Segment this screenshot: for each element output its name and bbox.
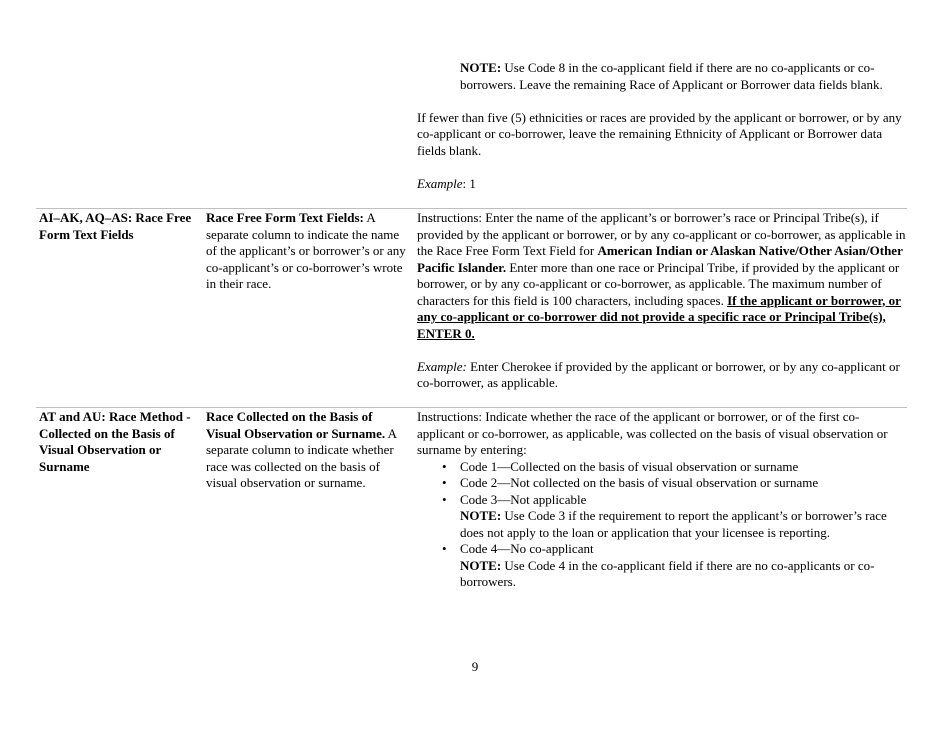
fewer-than-five-paragraph: If fewer than five (5) ethnicities or races are provided by the applicant or borrower, or by any co-applicant or co-borrower, leave the remaining Ethnicity of Applicant or Borrower data fields blank.: [417, 109, 902, 158]
field-instructions: [417, 210, 907, 392]
instructions-text: Instructions: Enter the name of the applicant’s or borrower’s race or Principal Tribe(s), if provided by the applicant or borrower, or by any co-applicant or co-borrower, as applicable in the Race Free Form Text Field for American Indian or Alaskan Native/Other Asian/Other Pacific Islander. Enter more than one race or Principal Tribe, if provided by the applicant or borrower, or by any co-applicant or co-borrower, as applicable. The maximum number of characters for this field is 100 characters, including spaces. If the applicant or borrower, or any co-applicant or co-borrower did not provide a specific race or Principal Tribe(s), ENTER 0.: [417, 210, 906, 341]
list-item: • Code 2—Not collected on the basis of visual observation or surname: [460, 475, 907, 492]
instructions-text: Instructions: Indicate whether the race of the applicant or borrower, or of the first co-applicant or co-borrower, as applicable, was collected on the basis of visual observation or surname by entering:: [417, 409, 888, 457]
table-row-race-free-form: [36, 208, 907, 408]
list-item: • Code 3—Not applicable NOTE: Use Code 3 if the requirement to report the applicant’s or borrower’s race does not apply to the loan or application that your licensee is reporting.: [460, 492, 907, 542]
field-name: AI–AK, AQ–AS: Race Free Form Text Fields: [39, 210, 192, 242]
list-item: • Code 4—No co-applicant NOTE: Use Code 4 in the co-applicant field if there are no co-applicants or co-borrowers.: [460, 541, 907, 591]
example-line: Example: Enter Cherokee if provided by the applicant or borrower, or by any co-applicant or co-borrower, as applicable.: [417, 358, 900, 390]
continued-instructions: [417, 60, 907, 192]
field-name: AT and AU: Race Method - Collected on the Basis of Visual Observation or Surname: [39, 409, 191, 474]
field-description: Race Collected on the Basis of Visual Observation or Surname. A separate column to indicate whether race was collected on the basis of visual observation or surname.: [206, 409, 397, 490]
code-list: [417, 459, 907, 591]
list-item: • Code 1—Collected on the basis of visual observation or surname: [460, 459, 907, 476]
note-code-8: NOTE: Use Code 8 in the co-applicant field if there are no co-applicants or co-borrowers. Leave the remaining Race of Applicant or Borrower data fields blank.: [460, 60, 883, 92]
field-description: Race Free Form Text Fields: A separate column to indicate the name of the applicant’s or borrower’s or any co-applicant’s or co-borrower’s wrote in their race.: [206, 210, 406, 291]
example-line: Example: 1: [417, 175, 476, 191]
table-row-race-method: [36, 407, 907, 618]
page-number: 9: [471, 659, 479, 674]
field-instructions: [417, 409, 907, 591]
